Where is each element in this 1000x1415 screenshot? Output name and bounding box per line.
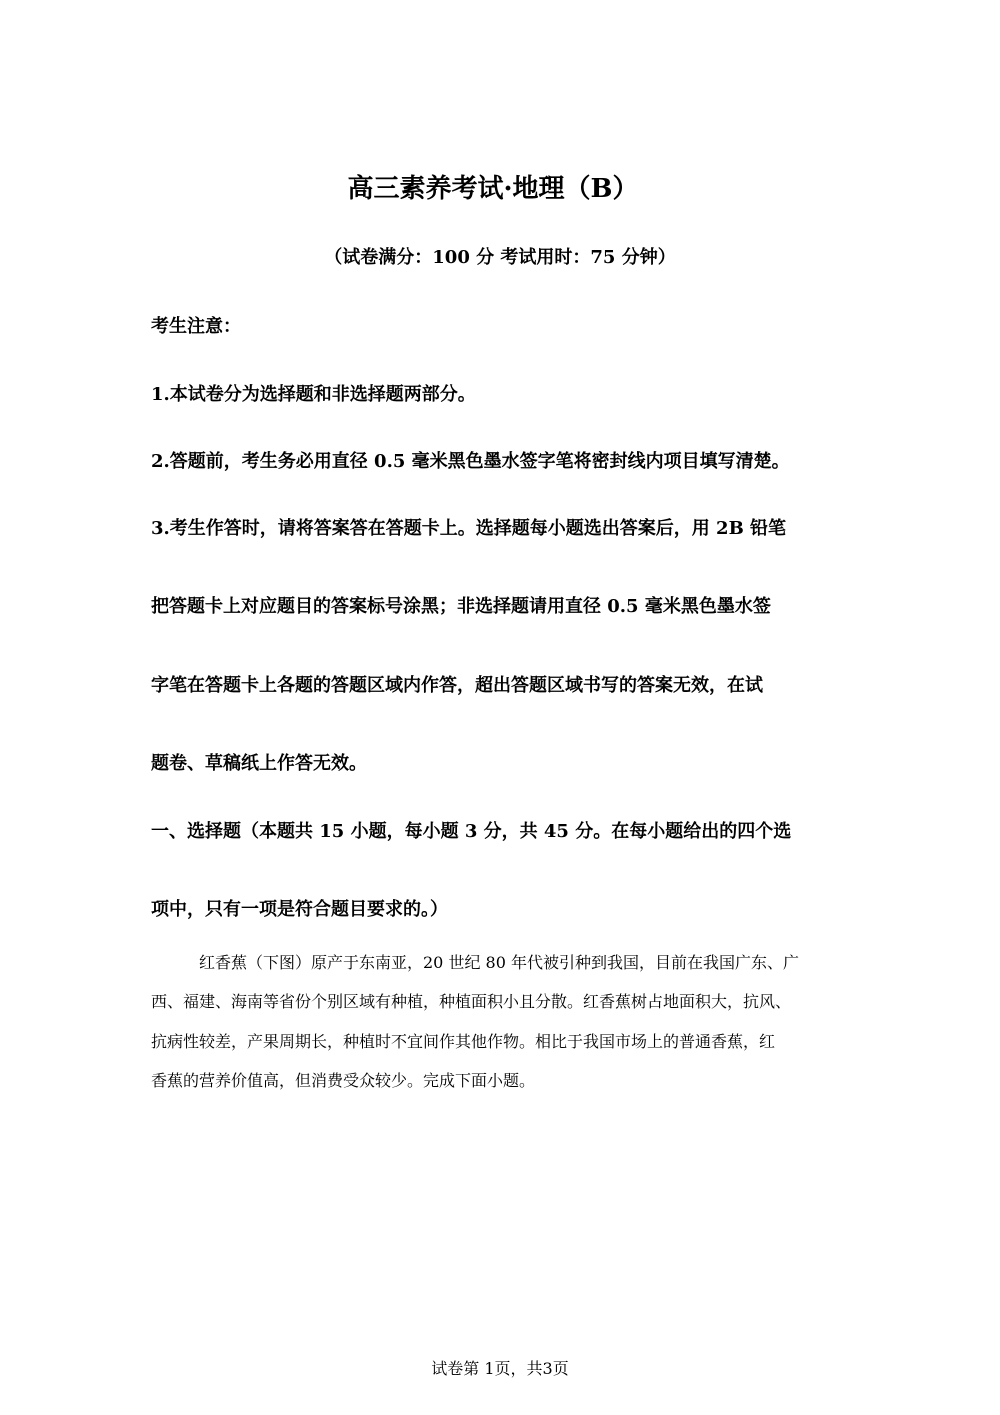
exam-subtitle: （试卷满分：100 分 考试用时：75 分钟） xyxy=(324,247,676,268)
notice-item-2: 2.答题前，考生务必用直径 0.5 毫米黑色墨水签字笔将密封线内项目填写清楚。 xyxy=(151,451,790,472)
section-heading-line-2: 项中，只有一项是符合题目要求的。） xyxy=(151,899,448,920)
passage-line-4: 香蕉的营养价值高，但消费受众较少。完成下面小题。 xyxy=(151,1071,536,1090)
notice-item-3-line-1: 3.考生作答时，请将答案答在答题卡上。选择题每小题选出答案后，用 2B 铅笔 xyxy=(151,518,787,539)
page-footer: 试卷第 1页，共3页 xyxy=(431,1359,569,1378)
passage-line-3: 抗病性较差，产果周期长，种植时不宜间作其他作物。相比于我国市场上的普通香蕉，红 xyxy=(151,1032,776,1051)
notice-item-3-line-3: 字笔在答题卡上各题的答题区域内作答，超出答题区域书写的答案无效，在试 xyxy=(151,675,763,696)
exam-title: 高三素养考试·地理（B） xyxy=(347,174,639,204)
notice-item-3-line-2: 把答题卡上对应题目的答案标号涂黑；非选择题请用直径 0.5 毫米黑色墨水签 xyxy=(151,596,771,617)
passage-line-1: 红香蕉（下图）原产于东南亚，20 世纪 80 年代被引种到我国，目前在我国广东、广 xyxy=(199,953,799,972)
passage-line-2: 西、福建、海南等省份个别区域有种植，种植面积小且分散。红香蕉树占地面积大，抗风、 xyxy=(151,992,792,1011)
notice-heading: 考生注意： xyxy=(151,316,241,337)
notice-item-3-line-4: 题卷、草稿纸上作答无效。 xyxy=(151,753,367,774)
section-heading-line-1: 一、选择题（本题共 15 小题，每小题 3 分，共 45 分。在每小题给出的四个选 xyxy=(151,821,792,842)
notice-item-1: 1.本试卷分为选择题和非选择题两部分。 xyxy=(151,384,476,405)
